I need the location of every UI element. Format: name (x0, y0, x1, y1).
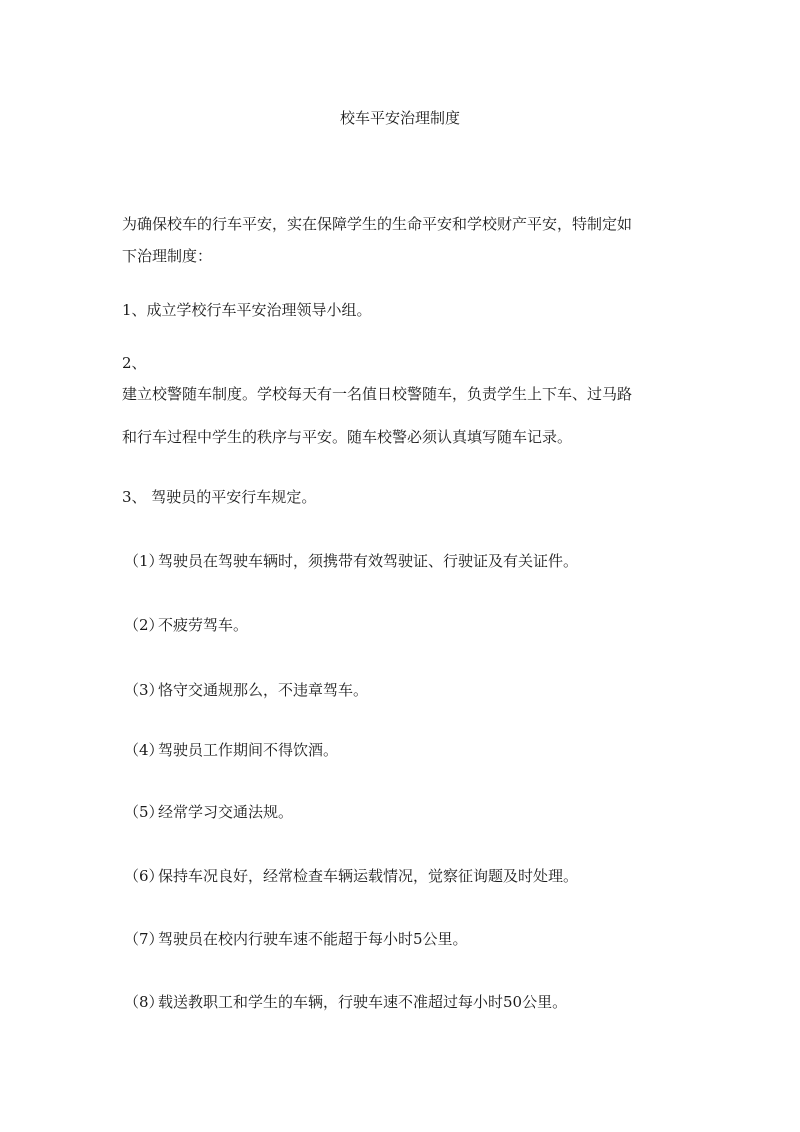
clause-text: 不疲劳驾车。 (158, 616, 249, 634)
item-3: 3、 驾驶员的平安行车规定。 (122, 488, 317, 506)
clause-number: （2） (124, 616, 164, 634)
clause-text: 经常学习交通法规。 (158, 803, 294, 821)
item-2-number: 2、 (122, 354, 147, 372)
clause-number: （7） (124, 930, 164, 948)
clause-item (124, 866, 578, 886)
intro-line-1: 为确保校车的行车平安，实在保障学生的生命平安和学校财产平安，特制定如 (122, 215, 633, 233)
clause-text: 保持车况良好，经常检查车辆运载情况，觉察征询题及时处理。 (158, 867, 579, 885)
clause-text: 驾驶员在驾驶车辆时，须携带有效驾驶证、行驶证及有关证件。 (158, 552, 579, 570)
clause-text: 载送教职工和学生的车辆，行驶车速不准超过每小时50公里。 (158, 993, 568, 1011)
item-2-line-2: 和行车过程中学生的秩序与平安。随车校警必须认真填写随车记录。 (122, 428, 573, 446)
clause-item (124, 929, 468, 949)
clause-text: 驾驶员在校内行驶车速不能超于每小时5公里。 (158, 930, 468, 948)
clause-number: （1） (124, 552, 164, 570)
item-2-line-1: 建立校警随车制度。学校每天有一名值日校警随车，负责学生上下车、过马路 (122, 385, 633, 403)
clause-text: 恪守交通规那么，不违章驾车。 (158, 681, 369, 699)
clause-item (124, 802, 293, 822)
clause-number: （5） (124, 803, 164, 821)
clause-text: 驾驶员工作期间不得饮酒。 (158, 741, 339, 759)
clause-item (124, 551, 578, 571)
document-title: 校车平安治理制度 (339, 109, 460, 127)
clause-item (124, 992, 567, 1012)
clause-number: （3） (124, 681, 164, 699)
clause-number: （6） (124, 867, 164, 885)
clause-item (124, 740, 338, 760)
clause-number: （4） (124, 741, 164, 759)
item-1: 1、成立学校行车平安治理领导小组。 (122, 301, 372, 319)
clause-number: （8） (124, 993, 164, 1011)
intro-line-2: 下治理制度： (122, 247, 213, 265)
clause-item (124, 680, 368, 700)
clause-item (124, 615, 248, 635)
